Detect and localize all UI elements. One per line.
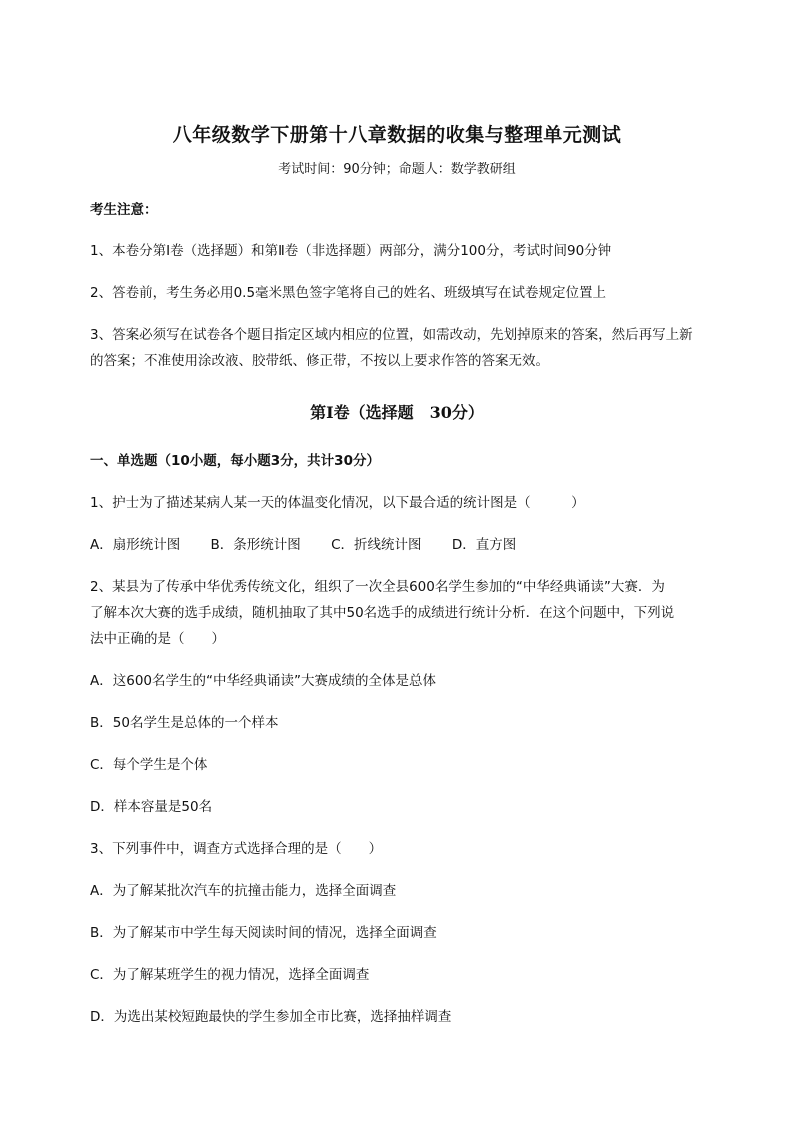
q1-option-a: A．扇形统计图	[90, 537, 181, 553]
q1-option-d: D．直方图	[451, 537, 517, 553]
notice-item-1: 1、本卷分第Ⅰ卷（选择题）和第Ⅱ卷（非选择题）两部分，满分100分，考试时间90分钟	[90, 243, 612, 259]
question-2-stem-line-2: 了解本次大赛的选手成绩，随机抽取了其中50名选手的成绩进行统计分析．在这个问题中，下列说	[90, 605, 675, 621]
notice-item-3-cont: 的答案；不准使用涂改液、胶带纸、修正带，不按以上要求作答的答案无效。	[90, 353, 549, 369]
q1-option-b: B．条形统计图	[210, 537, 301, 553]
q3-option-b: B．为了解某市中学生每天阅读时间的情况，选择全面调查	[90, 925, 437, 941]
exam-subtitle: 考试时间：90分钟；命题人：数学教研组	[278, 162, 516, 177]
q2-option-b: B．50名学生是总体的一个样本	[90, 715, 279, 731]
notice-heading: 考生注意：	[90, 202, 158, 218]
q3-option-c: C．为了解某班学生的视力情况，选择全面调查	[90, 967, 370, 983]
q2-option-d: D．样本容量是50名	[90, 799, 213, 815]
q2-option-c: C．每个学生是个体	[90, 757, 208, 773]
q3-option-d: D．为选出某校短跑最快的学生参加全市比赛，选择抽样调查	[90, 1009, 452, 1025]
q1-option-c: C．折线统计图	[331, 537, 422, 553]
part1-title: 第Ⅰ卷（选择题 30分）	[310, 403, 484, 422]
question-1-options	[90, 536, 730, 554]
section-heading: 一、单选题（10小题，每小题3分，共计30分）	[90, 453, 380, 469]
q2-option-a: A．这600名学生的“中华经典诵读”大赛成绩的全体是总体	[90, 673, 436, 689]
exam-title: 八年级数学下册第十八章数据的收集与整理单元测试	[172, 124, 622, 146]
question-2-stem-line-3: 法中正确的是（ ）	[90, 631, 225, 647]
notice-item-2: 2、答卷前，考生务必用0.5毫米黑色签字笔将自己的姓名、班级填写在试卷规定位置上	[90, 285, 607, 301]
question-3-stem: 3、下列事件中，调查方式选择合理的是（ ）	[90, 841, 383, 857]
question-2-stem-line-1: 2、某县为了传承中华优秀传统文化，组织了一次全县600名学生参加的“中华经典诵读”大赛．为	[90, 579, 665, 595]
q3-option-a: A．为了解某批次汽车的抗撞击能力，选择全面调查	[90, 883, 397, 899]
question-1-stem: 1、护士为了描述某病人某一天的体温变化情况，以下最合适的统计图是（ ）	[90, 495, 585, 511]
notice-item-3: 3、答案必须写在试卷各个题目指定区域内相应的位置，如需改动，先划掉原来的答案，然后再写上新	[90, 327, 693, 343]
